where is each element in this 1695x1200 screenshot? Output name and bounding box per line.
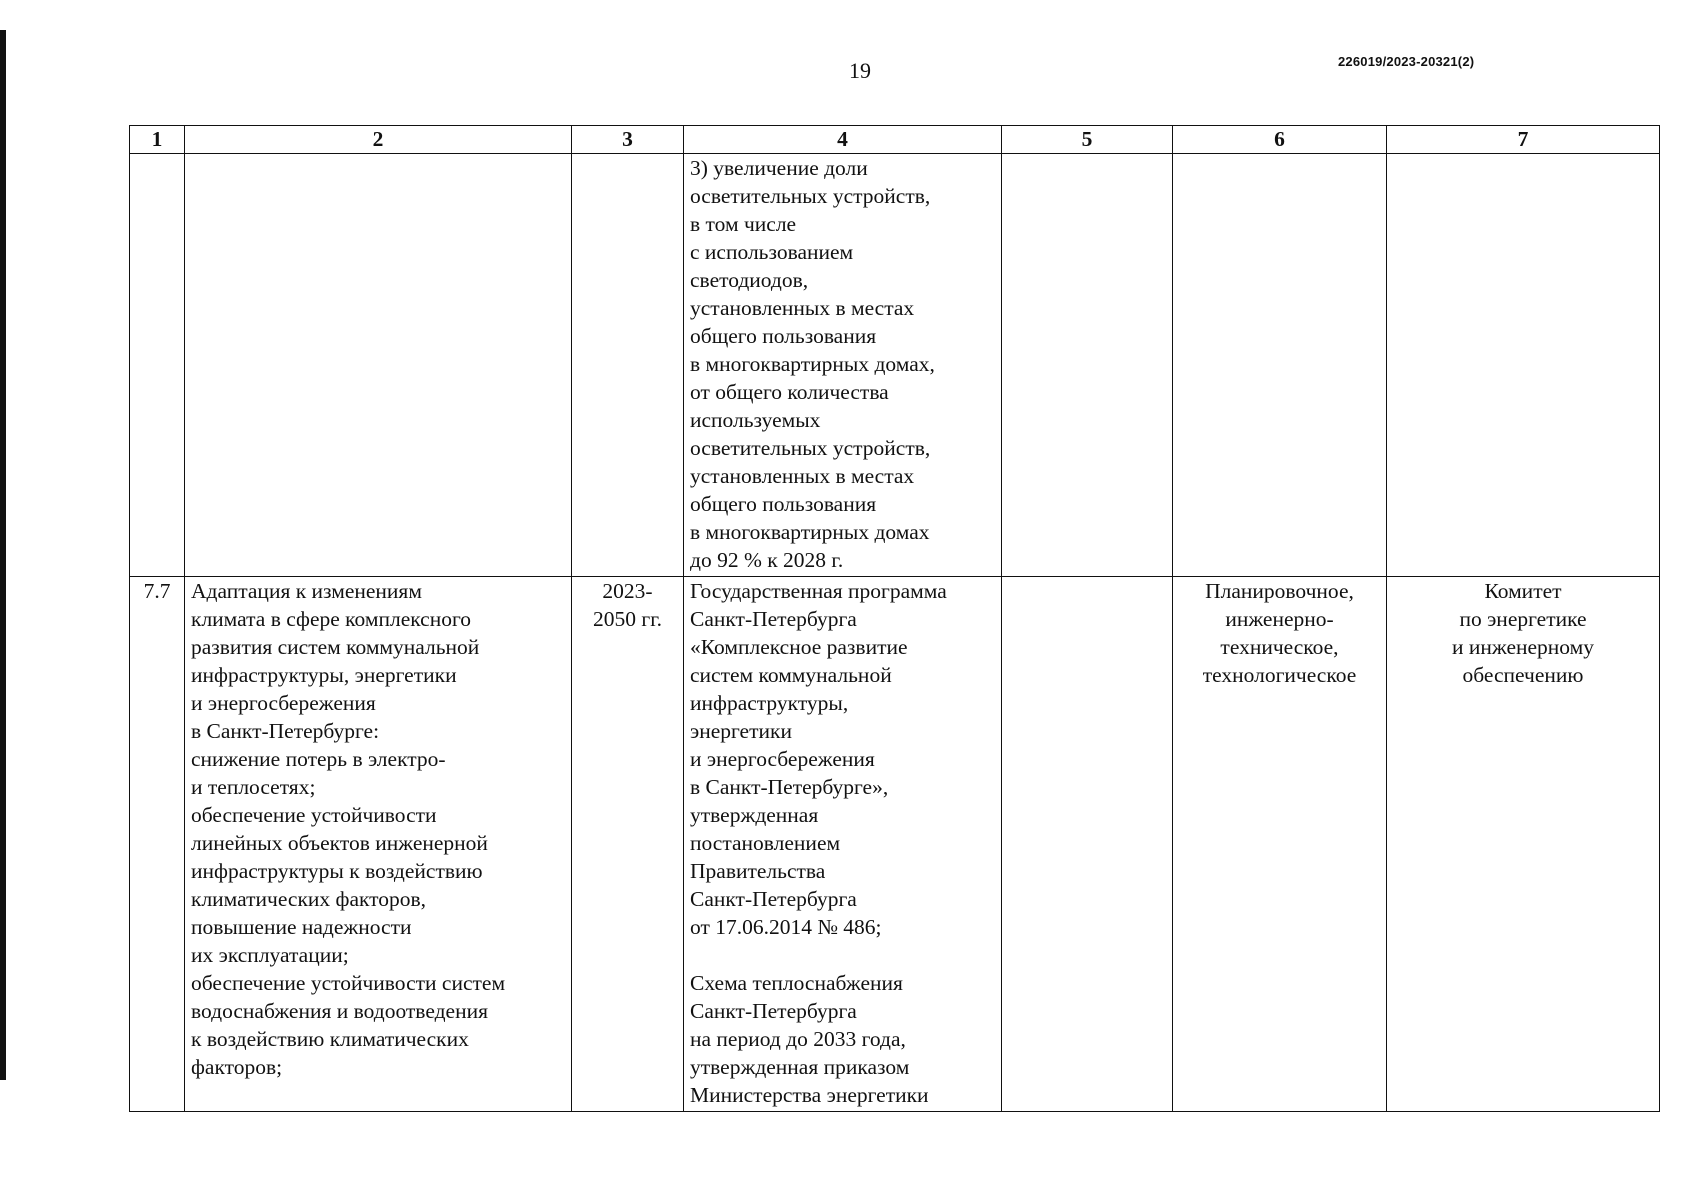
text-line: постановлением xyxy=(690,831,841,855)
text-line: с использованием xyxy=(690,240,854,264)
text-line: Санкт-Петербурга xyxy=(690,607,857,631)
text-line: обеспечение устойчивости xyxy=(191,803,437,827)
cell-number: 7.7 xyxy=(130,577,185,1112)
text-line: в многоквартирных домах, xyxy=(690,352,935,376)
text-line: 2050 гг. xyxy=(593,607,662,631)
column-header-7: 7 xyxy=(1387,126,1660,154)
cell-executor xyxy=(1387,154,1660,577)
text-line: используемых xyxy=(690,408,821,432)
text-line: Планировочное, xyxy=(1205,579,1354,603)
column-header-5: 5 xyxy=(1002,126,1173,154)
page-number: 19 xyxy=(849,58,871,83)
text-line: «Комплексное развитие xyxy=(690,635,908,659)
text-line: утвержденная приказом xyxy=(690,1055,910,1079)
text-line: общего пользования xyxy=(690,492,877,516)
table-row xyxy=(130,154,1660,577)
column-header-1: 1 xyxy=(130,126,185,154)
cell-type xyxy=(1173,154,1387,577)
text-line: светодиодов, xyxy=(690,268,809,292)
text-line: Министерства энергетики xyxy=(690,1083,929,1107)
text-line: и энергосбережения xyxy=(191,691,376,715)
text-line: систем коммунальной xyxy=(690,663,892,687)
text-line: осветительных устройств, xyxy=(690,184,931,208)
document-number: 226019/2023-20321(2) xyxy=(1338,54,1475,69)
cell-number xyxy=(130,154,185,577)
text-line: общего пользования xyxy=(690,324,877,348)
text-line: обеспечению xyxy=(1462,663,1584,687)
text-line: Санкт-Петербурга xyxy=(690,999,857,1023)
cell-period xyxy=(572,154,684,577)
column-number-row xyxy=(130,126,1660,154)
cell-financing xyxy=(1002,577,1173,1112)
text-line: и энергосбережения xyxy=(690,747,875,771)
text-line: в том числе xyxy=(690,212,797,236)
text-line: факторов; xyxy=(191,1055,283,1079)
text-line: технологическое xyxy=(1202,663,1357,687)
text-line: до 92 % к 2028 г. xyxy=(690,548,844,572)
cell-document xyxy=(684,154,1002,577)
text-line: в Санкт-Петербурге», xyxy=(690,775,889,799)
text-line: Схема теплоснабжения xyxy=(690,971,903,995)
text-line: инженерно- xyxy=(1225,607,1334,631)
cell-document xyxy=(684,577,1002,1112)
measures-table xyxy=(129,125,1660,1112)
text-line: по энергетике xyxy=(1459,607,1587,631)
text-line: Комитет xyxy=(1484,579,1562,603)
text-line: и теплосетях; xyxy=(191,775,316,799)
text-line: Правительства xyxy=(690,859,826,883)
text-line: водоснабжения и водоотведения xyxy=(191,999,488,1023)
text-line: инфраструктуры, энергетики xyxy=(191,663,457,687)
column-header-3: 3 xyxy=(572,126,684,154)
column-header-4: 4 xyxy=(684,126,1002,154)
cell-measure xyxy=(185,154,572,577)
text-line: климата в сфере комплексного xyxy=(191,607,471,631)
text-line: снижение потерь в электро- xyxy=(191,747,446,771)
cell-measure xyxy=(185,577,572,1112)
text-line: повышение надежности xyxy=(191,915,412,939)
text-line: в многоквартирных домах xyxy=(690,520,930,544)
blank-line xyxy=(690,941,995,969)
cell-type xyxy=(1173,577,1387,1112)
text-line: Адаптация к изменениям xyxy=(191,579,422,603)
column-header-2: 2 xyxy=(185,126,572,154)
text-line: линейных объектов инженерной xyxy=(191,831,488,855)
table-row xyxy=(130,577,1660,1112)
text-line: утвержденная xyxy=(690,803,819,827)
text-line: обеспечение устойчивости систем xyxy=(191,971,506,995)
cell-period xyxy=(572,577,684,1112)
text-line: 3) увеличение доли xyxy=(690,156,868,180)
text-line: установленных в местах xyxy=(690,464,915,488)
text-line: от 17.06.2014 № 486; xyxy=(690,915,882,939)
text-line: на период до 2033 года, xyxy=(690,1027,906,1051)
column-header-6: 6 xyxy=(1173,126,1387,154)
text-line: установленных в местах xyxy=(690,296,915,320)
text-line: инфраструктуры, xyxy=(690,691,849,715)
text-line: Государственная программа xyxy=(690,579,947,603)
text-line: 2023- xyxy=(602,579,653,603)
cell-executor xyxy=(1387,577,1660,1112)
cell-financing xyxy=(1002,154,1173,577)
text-line: осветительных устройств, xyxy=(690,436,931,460)
text-line: инфраструктуры к воздействию xyxy=(191,859,483,883)
text-line: климатических факторов, xyxy=(191,887,427,911)
text-line: техническое, xyxy=(1220,635,1339,659)
scan-edge-mark xyxy=(0,30,6,1080)
text-line: к воздействию климатических xyxy=(191,1027,469,1051)
text-line: от общего количества xyxy=(690,380,889,404)
text-line: Санкт-Петербурга xyxy=(690,887,857,911)
text-line: энергетики xyxy=(690,719,792,743)
text-line: в Санкт-Петербурге: xyxy=(191,719,380,743)
text-line: развития систем коммунальной xyxy=(191,635,480,659)
text-line: их эксплуатации; xyxy=(191,943,349,967)
text-line: и инженерному xyxy=(1451,635,1594,659)
